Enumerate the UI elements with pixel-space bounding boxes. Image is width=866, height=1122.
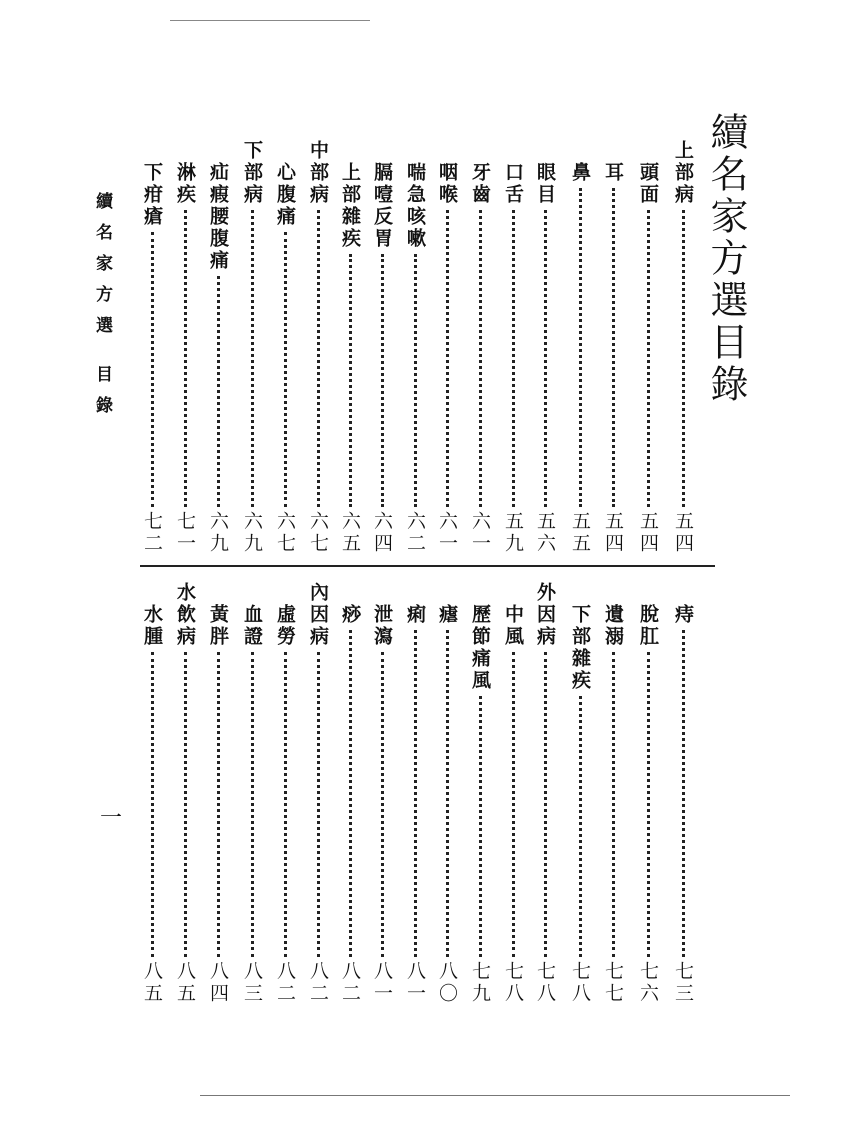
margin-running-head — [92, 192, 112, 427]
toc-entry-label: 上部雜疾 — [339, 162, 361, 250]
dot-leader — [579, 696, 582, 957]
toc-entry — [273, 162, 297, 555]
toc-entry-label: 脫肛 — [637, 604, 659, 648]
toc-entry — [533, 582, 557, 1005]
margin-book-title: 續名家方選 — [92, 192, 112, 347]
toc-entry-label: 牙齒 — [469, 162, 491, 206]
toc-entry-label: 心腹痛 — [274, 162, 296, 228]
toc-page-number: 八五 — [174, 961, 196, 1005]
dot-leader — [251, 652, 254, 957]
toc-page-number: 八二 — [274, 961, 296, 1005]
toc-entry — [140, 162, 164, 555]
toc-entry-label: 痢 — [404, 604, 426, 626]
toc-entry-label: 疝瘕腰腹痛 — [207, 162, 229, 272]
toc-page-number: 六一 — [436, 511, 458, 555]
scan-edge-top — [170, 20, 370, 21]
dot-leader — [184, 210, 187, 507]
toc-page-number: 七六 — [637, 961, 659, 1005]
toc-page-number: 八二 — [307, 961, 329, 1005]
toc-entry-label: 鼻 — [569, 162, 591, 184]
dot-leader — [414, 254, 417, 507]
dot-leader — [479, 696, 482, 957]
dot-leader — [612, 652, 615, 957]
toc-entry — [636, 604, 660, 1005]
dot-leader — [151, 232, 154, 507]
dot-leader — [284, 652, 287, 957]
dot-leader — [479, 210, 482, 507]
toc-section-heading: 內因病 — [307, 582, 329, 648]
toc-page-number: 六四 — [371, 511, 393, 555]
toc-page-number: 八四 — [207, 961, 229, 1005]
toc-entry — [240, 140, 264, 555]
toc-entry — [370, 604, 394, 1005]
toc-entry — [435, 604, 459, 1005]
toc-entry-label: 痧 — [339, 604, 361, 626]
toc-page-number: 六二 — [404, 511, 426, 555]
toc-page-number: 五四 — [602, 511, 624, 555]
toc-entry — [468, 162, 492, 555]
dot-leader — [317, 210, 320, 507]
toc-page-number: 五四 — [637, 511, 659, 555]
toc-entry-label: 口舌 — [502, 162, 524, 206]
toc-entry — [173, 582, 197, 1005]
toc-entry — [140, 604, 164, 1005]
dot-leader — [284, 232, 287, 507]
toc-entry-label: 咽喉 — [436, 162, 458, 206]
toc-section-heading: 上部病 — [672, 140, 694, 206]
dot-leader — [217, 652, 220, 957]
dot-leader — [544, 210, 547, 507]
toc-entry-label: 歷節痛風 — [469, 604, 491, 692]
toc-entry — [671, 604, 695, 1005]
toc-entry — [568, 162, 592, 555]
toc-page-number: 八五 — [141, 961, 163, 1005]
toc-page-number: 八二 — [339, 961, 361, 1005]
toc-section-heading: 外因病 — [534, 582, 556, 648]
dot-leader — [217, 276, 220, 507]
toc-entry — [370, 162, 394, 555]
toc-entry-label: 中風 — [502, 604, 524, 648]
dot-leader — [381, 652, 384, 957]
toc-page-number: 七七 — [602, 961, 624, 1005]
dot-leader — [647, 652, 650, 957]
toc-entry — [338, 162, 362, 555]
toc-entry — [601, 162, 625, 555]
dot-leader — [612, 188, 615, 507]
toc-entry-label: 膈噎反胃 — [371, 162, 393, 250]
toc-entry-label: 耳 — [602, 162, 624, 184]
dot-leader — [184, 652, 187, 957]
toc-entry — [173, 162, 197, 555]
dot-leader — [317, 652, 320, 957]
toc-section-heading: 水飲病 — [174, 582, 196, 648]
toc-page-number: 七一 — [174, 511, 196, 555]
dot-leader — [251, 210, 254, 507]
toc-entry-label: 泄瀉 — [371, 604, 393, 648]
toc-page-number: 七八 — [569, 961, 591, 1005]
toc-entry-label: 喘急咳嗽 — [404, 162, 426, 250]
toc-entry-label: 虛勞 — [274, 604, 296, 648]
toc-page-number: 六五 — [339, 511, 361, 555]
toc-entry — [306, 140, 330, 555]
toc-page-number: 五九 — [502, 511, 524, 555]
toc-entry — [306, 582, 330, 1005]
toc-page-number: 六七 — [274, 511, 296, 555]
toc-entry-label: 痔 — [672, 604, 694, 626]
toc-entry — [338, 604, 362, 1005]
dot-leader — [446, 630, 449, 957]
page-title: 續名家方選目錄 — [704, 112, 748, 406]
toc-entry-label: 水腫 — [141, 604, 163, 648]
toc-entry — [206, 604, 230, 1005]
toc-page-number: 六九 — [207, 511, 229, 555]
toc-entry — [501, 604, 525, 1005]
toc-page-number: 六九 — [241, 511, 263, 555]
dot-leader — [512, 652, 515, 957]
dot-leader — [647, 210, 650, 507]
toc-entry — [568, 604, 592, 1005]
toc-entry-label: 遺溺 — [602, 604, 624, 648]
toc-page-number: 八〇 — [436, 961, 458, 1005]
toc-entry-label: 下疳瘡 — [141, 162, 163, 228]
dot-leader — [151, 652, 154, 957]
toc-entry — [240, 604, 264, 1005]
toc-entry — [403, 604, 427, 1005]
toc-entry-label: 淋疾 — [174, 162, 196, 206]
toc-entry-label: 瘧 — [436, 604, 458, 626]
toc-page-number: 八一 — [371, 961, 393, 1005]
dot-leader — [446, 210, 449, 507]
toc-page-number: 五六 — [534, 511, 556, 555]
toc-page-number: 五四 — [672, 511, 694, 555]
dot-leader — [682, 630, 685, 957]
toc-entry — [468, 604, 492, 1005]
toc-entry-label: 血證 — [241, 604, 263, 648]
toc-page-number: 七二 — [141, 511, 163, 555]
dot-leader — [579, 188, 582, 507]
page-number: 一 — [100, 806, 123, 831]
toc-page-number: 八三 — [241, 961, 263, 1005]
dot-leader — [349, 630, 352, 957]
toc-entry-label: 下部雜疾 — [569, 604, 591, 692]
dot-leader — [682, 210, 685, 507]
toc-page-number: 七八 — [534, 961, 556, 1005]
toc-page-number: 八一 — [404, 961, 426, 1005]
section-divider — [140, 565, 715, 567]
toc-entry — [435, 162, 459, 555]
toc-entry — [533, 162, 557, 555]
dot-leader — [349, 254, 352, 507]
toc-entry-label: 眼目 — [534, 162, 556, 206]
dot-leader — [512, 210, 515, 507]
toc-entry — [636, 162, 660, 555]
toc-entry — [501, 162, 525, 555]
toc-page-number: 六一 — [469, 511, 491, 555]
margin-section: 目錄 — [92, 365, 112, 427]
dot-leader — [544, 652, 547, 957]
dot-leader — [414, 630, 417, 957]
scan-edge-bottom — [200, 1095, 790, 1096]
toc-entry-label: 黃胖 — [207, 604, 229, 648]
toc-page-number: 七九 — [469, 961, 491, 1005]
toc-entry — [671, 140, 695, 555]
toc-entry — [206, 162, 230, 555]
toc-section-heading: 下部病 — [241, 140, 263, 206]
toc-page-number: 七八 — [502, 961, 524, 1005]
toc-page-number: 七三 — [672, 961, 694, 1005]
toc-entry — [403, 162, 427, 555]
toc-page-number: 六七 — [307, 511, 329, 555]
toc-entry — [273, 604, 297, 1005]
toc-section-heading: 中部病 — [307, 140, 329, 206]
dot-leader — [381, 254, 384, 507]
toc-entry-label: 頭面 — [637, 162, 659, 206]
toc-entry — [601, 604, 625, 1005]
toc-page-number: 五五 — [569, 511, 591, 555]
